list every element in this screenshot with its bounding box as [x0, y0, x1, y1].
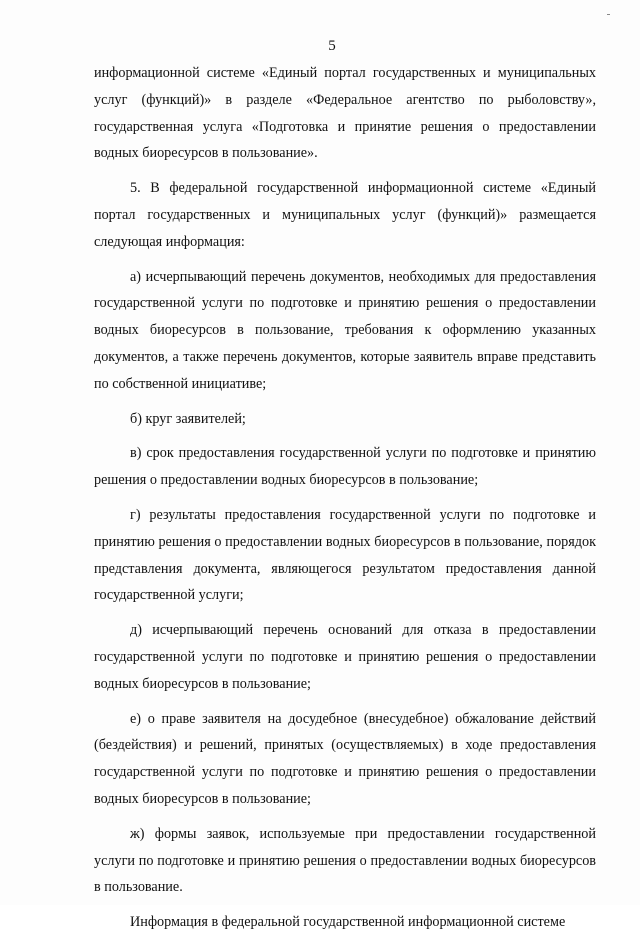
paragraph-item-v: в) срок предоставления государственной услуги по подготовке и принятию решения о предоставлении водных биоресурсов в пользование;: [94, 445, 596, 489]
paragraph-item-zh: ж) формы заявок, используемые при предоставлении государственной услуги по подготовке и принятию решения о предоставлении водных биоресурсов в пользование.: [94, 825, 596, 896]
paragraph-information: Информация в федеральной государственной информационной системе: [130, 914, 566, 931]
scan-mark: [607, 14, 610, 15]
paragraph-item-g: г) результаты предоставления государственной услуги по подготовке и принятию решения о предоставлении водных биоресурсов в пользование, порядок представления документа, являющегося результатом предоставления данной государственной услуги;: [94, 506, 596, 604]
paragraph-item-5: 5. В федеральной государственной информационной системе «Единый портал государственных и муниципальных услуг (функций)» размещается следующая информация:: [94, 180, 596, 250]
paragraph-item-a: а) исчерпывающий перечень документов, необходимых для предоставления государственной услуги по подготовке и принятию решения о предоставлении водных биоресурсов в пользование, требования к оформлению указанных документов, а также перечень документов, которые заявитель вправе представить по собственной инициативе;: [94, 268, 596, 392]
page-number: 5: [328, 38, 336, 54]
paragraph-continuation: информационной системе «Единый портал государственных и муниципальных услуг (функций)» в разделе «Федеральное агентство по рыболовству», государственная услуга «Подготовка и принятие решения о предоставлении водных биоресурсов в пользование».: [94, 65, 596, 162]
paragraph-item-b: б) круг заявителей;: [130, 410, 246, 427]
document-body: [94, 60, 596, 936]
paragraph-item-e: е) о праве заявителя на досудебное (внесудебное) обжалование действий (бездействия) и решений, принятых (осуществляемых) в ходе предоставления государственной услуги по подготовке и принятию решения о предоставлении водных биоресурсов в пользование;: [94, 710, 596, 807]
paragraph-item-d: д) исчерпывающий перечень оснований для отказа в предоставлении государственной услуги по подготовке и принятию решения о предоставлении водных биоресурсов в пользование;: [94, 622, 596, 692]
